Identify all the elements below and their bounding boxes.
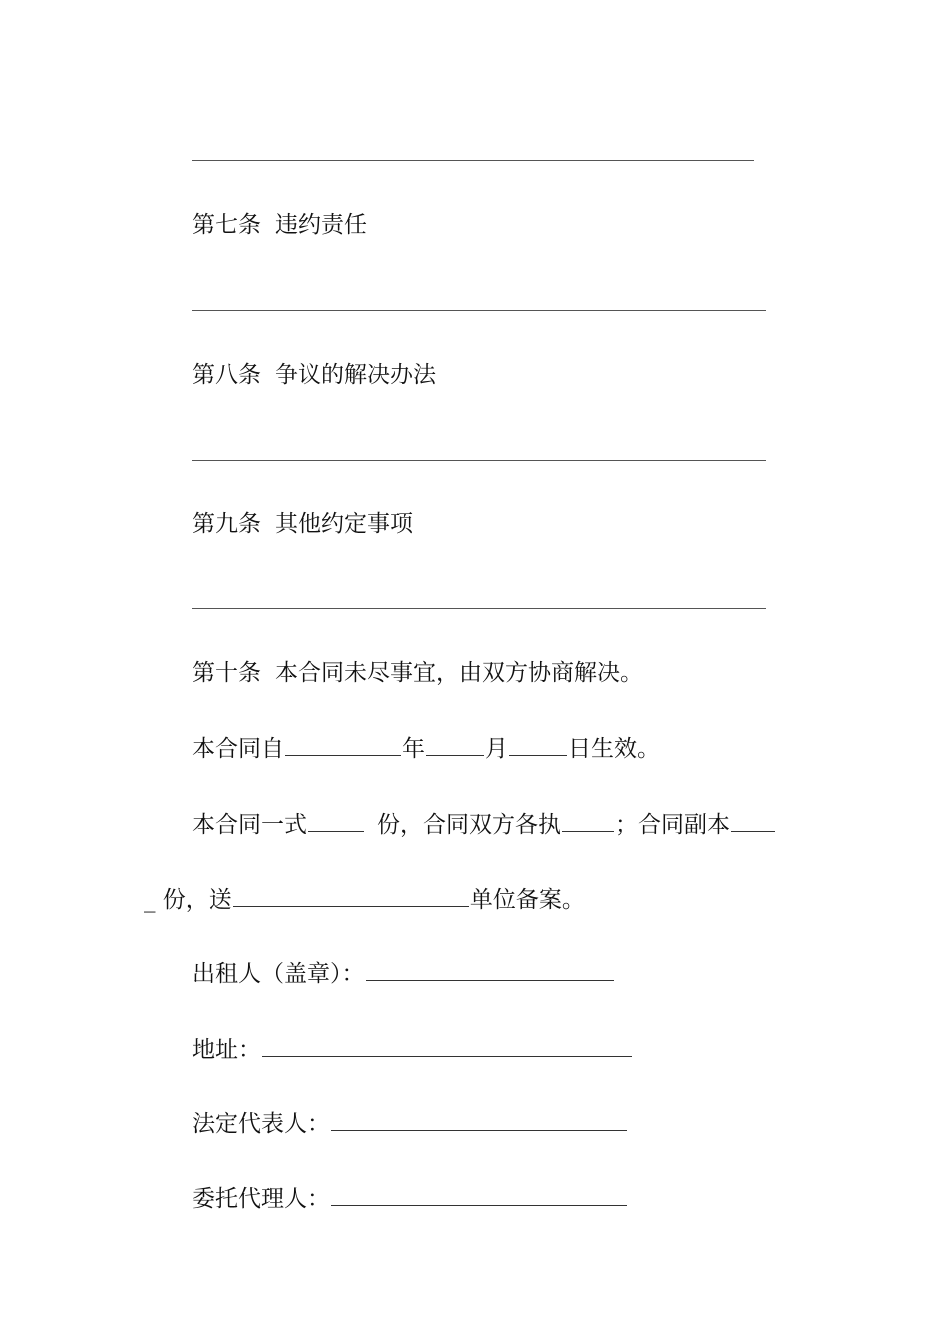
clause-nine-number: 第九条	[192, 511, 261, 537]
blank-line-clause-six	[192, 160, 754, 161]
blank-line-clause-seven	[192, 310, 766, 311]
agent-label: 委托代理人：	[192, 1186, 330, 1212]
agent-blank[interactable]	[331, 1183, 627, 1206]
copies-line-2	[144, 884, 585, 915]
clause-ten-number: 第十条	[192, 660, 261, 686]
legal-rep-label: 法定代表人：	[192, 1111, 330, 1137]
legal-rep-blank[interactable]	[331, 1108, 627, 1131]
lessor-blank[interactable]	[366, 958, 614, 981]
clause-seven-number: 第七条	[192, 212, 261, 238]
clause-eight	[192, 360, 436, 390]
month-blank[interactable]	[426, 733, 484, 756]
copies-part5: 单位备案。	[469, 887, 585, 913]
legal-rep-line	[192, 1108, 628, 1139]
day-blank[interactable]	[509, 733, 567, 756]
effective-prefix: 本合同自	[192, 736, 284, 762]
copies-part1: 本合同一式	[192, 812, 307, 838]
blank-line-clause-nine	[192, 608, 766, 609]
clause-nine	[192, 509, 413, 539]
filing-unit-blank[interactable]	[233, 884, 469, 907]
address-line	[192, 1034, 633, 1065]
clause-ten-text: 本合同未尽事宜，由双方协商解决。	[275, 660, 643, 686]
clause-seven	[192, 210, 367, 240]
month-label: 月	[485, 736, 508, 762]
blank-line-clause-eight	[192, 460, 766, 461]
each-party-copies-blank[interactable]	[562, 809, 614, 832]
clause-ten	[192, 658, 643, 688]
address-label: 地址：	[192, 1037, 261, 1063]
copies-part2: 份，合同双方各执	[377, 812, 561, 838]
copies-part4: _ 份，送	[144, 887, 232, 913]
total-copies-blank[interactable]	[308, 809, 364, 832]
effective-date-line	[192, 733, 660, 764]
clause-nine-title: 其他约定事项	[275, 511, 413, 537]
lessor-label: 出租人（盖章）：	[192, 961, 365, 987]
clause-eight-title: 争议的解决办法	[275, 362, 436, 388]
copies-line-1	[192, 809, 776, 840]
clause-eight-number: 第八条	[192, 362, 261, 388]
copies-part3: ；合同副本	[615, 812, 730, 838]
address-blank[interactable]	[262, 1034, 632, 1057]
year-blank[interactable]	[285, 733, 401, 756]
duplicate-copies-blank[interactable]	[731, 809, 775, 832]
year-label: 年	[402, 736, 425, 762]
lessor-line	[192, 958, 615, 989]
clause-seven-title: 违约责任	[275, 212, 367, 238]
agent-line	[192, 1183, 628, 1214]
effective-suffix: 日生效。	[568, 736, 660, 762]
